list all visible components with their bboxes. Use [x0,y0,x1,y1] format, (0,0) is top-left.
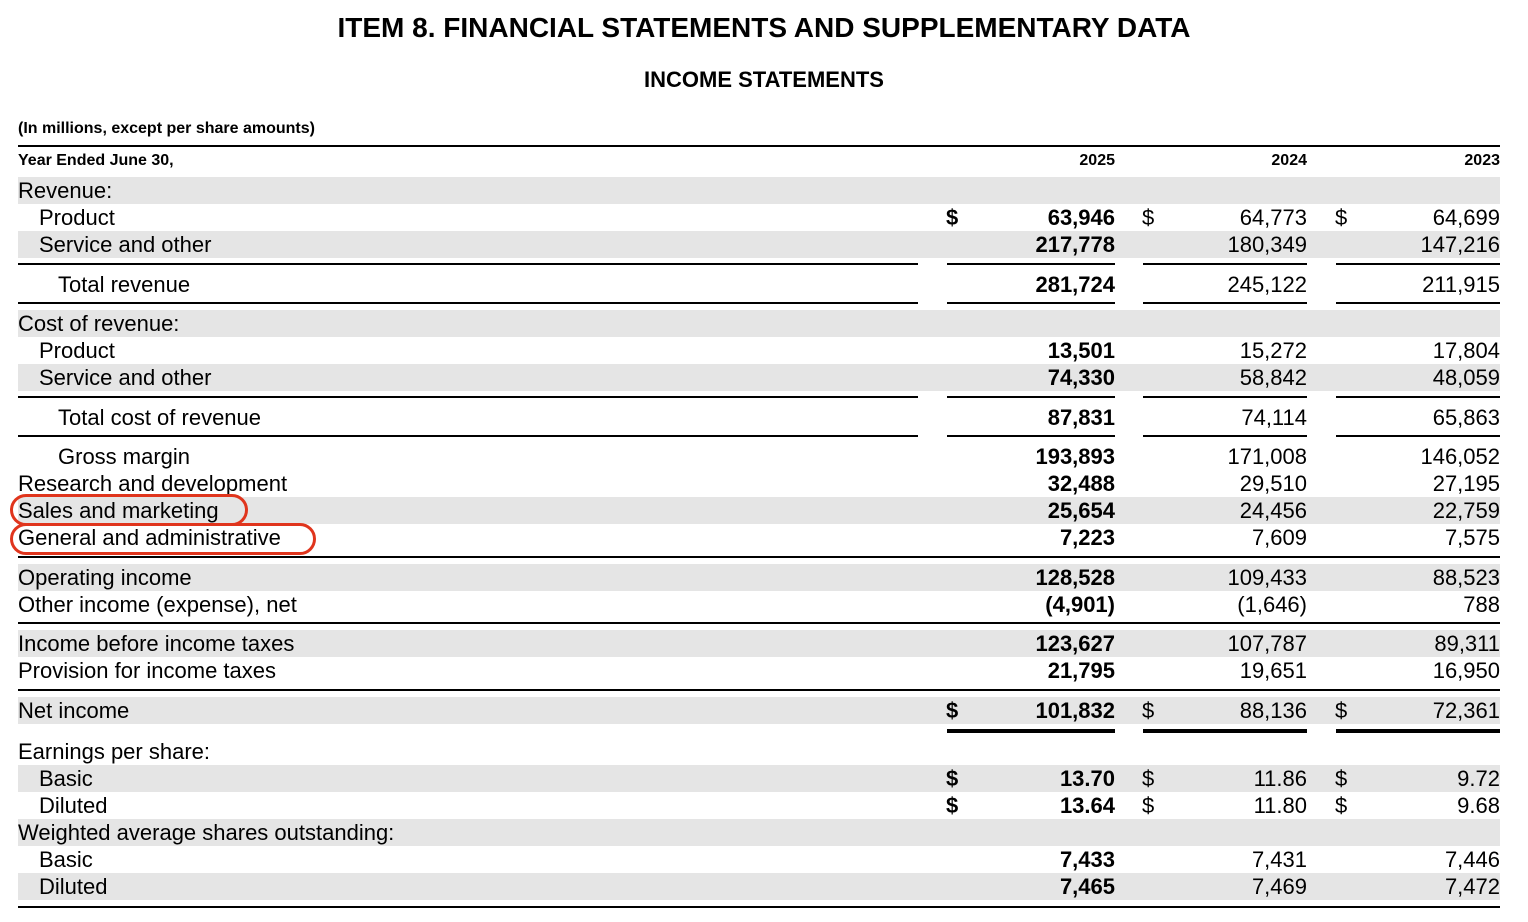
value-2025: 13.70 [1059,766,1115,791]
column-divider [947,435,1115,437]
table-row [18,819,1500,846]
value-2025: 21,795 [1047,658,1115,683]
column-divider [1336,396,1500,398]
value-2024: (1,646) [1237,592,1307,617]
table-row [18,177,1500,204]
currency-symbol: $ [946,698,959,723]
value-2025: 128,528 [1035,565,1115,590]
value-2024: 64,773 [1239,205,1307,230]
table-row [18,271,1500,298]
column-divider [947,302,1115,304]
value-2025: 87,831 [1047,405,1115,430]
value-2025: 25,654 [1047,498,1115,523]
value-2023: 146,052 [1420,444,1500,469]
row-label: Revenue: [18,178,113,203]
value-2025: 74,330 [1047,365,1115,390]
value-2025: 13.64 [1059,793,1115,818]
income-statement-table [18,0,1500,922]
column-divider [1143,302,1307,304]
year-2024-header: 2024 [1271,152,1307,169]
table-row [18,231,1500,258]
table-row [18,765,1500,792]
row-label: Basic [39,766,93,791]
table-row [18,337,1500,364]
value-2023: 16,950 [1432,658,1500,683]
currency-symbol: $ [1335,698,1348,723]
value-2023: 48,059 [1432,365,1500,390]
value-2024: 74,114 [1241,405,1307,430]
value-2023: 7,575 [1444,525,1500,550]
row-label: Sales and marketing [18,498,219,523]
currency-symbol: $ [1335,793,1348,818]
value-2023: 27,195 [1432,471,1500,496]
section-divider [18,556,1500,558]
label-divider [18,396,918,398]
value-2023: 7,472 [1444,874,1500,899]
column-divider [1143,435,1307,437]
section-divider [18,689,1500,691]
value-2023: 65,863 [1432,405,1500,430]
value-2025: 7,433 [1059,847,1115,872]
year-ended-label: Year Ended June 30, [18,152,174,169]
table-row [18,204,1500,231]
table-row [18,564,1500,591]
table-row [18,310,1500,337]
label-divider [18,263,918,265]
row-label: Research and development [18,471,288,496]
value-2024: 11.86 [1253,766,1307,791]
value-2025: 217,778 [1035,232,1115,257]
year-2025-header: 2025 [1079,152,1115,169]
value-2025: 13,501 [1047,338,1115,363]
row-label: General and administrative [18,525,281,550]
value-2024: 171,008 [1227,444,1307,469]
label-divider [18,302,918,304]
row-label: Gross margin [58,444,191,469]
table-row [18,364,1500,391]
row-label: Diluted [39,874,108,899]
value-2025: 7,465 [1059,874,1115,899]
column-divider [1336,302,1500,304]
currency-symbol: $ [1142,205,1155,230]
row-label: Other income (expense), net [18,592,297,617]
table-row [18,470,1500,497]
section-divider [18,622,1500,624]
table-row [18,657,1500,684]
value-2023: 9.68 [1457,793,1500,818]
value-2023: 147,216 [1420,232,1500,257]
value-2023: 211,915 [1422,272,1500,297]
table-row [18,443,1500,470]
row-label: Product [39,338,115,363]
value-2025: 7,223 [1059,525,1115,550]
value-2023: 64,699 [1432,205,1500,230]
table-row [18,846,1500,873]
currency-symbol: $ [1142,698,1155,723]
value-2024: 7,431 [1251,847,1307,872]
value-2023: 17,804 [1432,338,1500,363]
currency-symbol: $ [1335,205,1348,230]
row-label: Net income [18,698,130,723]
row-label: Product [39,205,115,230]
value-2023: 9.72 [1457,766,1500,791]
table-row [18,630,1500,657]
value-2023: 89,311 [1434,631,1500,656]
value-2024: 7,609 [1251,525,1307,550]
value-2025: 123,627 [1035,631,1115,656]
column-divider [947,263,1115,265]
table-bottom-rule [18,906,1500,908]
table-row [18,738,1500,765]
value-2024: 107,787 [1227,631,1307,656]
row-label: Cost of revenue: [18,311,180,336]
value-2024: 88,136 [1239,698,1307,723]
table-row [18,792,1500,819]
table-row [18,697,1500,724]
highlight-circle-sales-and-marketing [10,494,248,526]
currency-symbol: $ [946,793,959,818]
value-2025: 281,724 [1035,272,1115,297]
value-2024: 19,651 [1239,658,1307,683]
value-2023: 788 [1463,592,1500,617]
value-2024: 245,122 [1227,272,1307,297]
row-label: Service and other [39,365,212,390]
table-row [18,404,1500,431]
row-label: Diluted [39,793,108,818]
column-divider [1336,263,1500,265]
value-2025: 63,946 [1047,205,1115,230]
page-title: ITEM 8. FINANCIAL STATEMENTS AND SUPPLEMENTARY DATA [337,12,1191,43]
row-label: Earnings per share: [18,739,210,764]
row-label: Basic [39,847,93,872]
value-2025: 32,488 [1047,471,1115,496]
label-divider [18,435,918,437]
currency-symbol: $ [1142,793,1155,818]
value-2024: 11.80 [1253,793,1307,818]
value-2024: 7,469 [1251,874,1307,899]
value-2024: 15,272 [1239,338,1307,363]
table-row [18,591,1500,618]
currency-symbol: $ [946,205,959,230]
table-row [18,873,1500,900]
row-label: Operating income [18,565,192,590]
double-underline [947,729,1115,733]
value-2025: 193,893 [1035,444,1115,469]
value-2025: 101,832 [1035,698,1115,723]
value-2024: 180,349 [1227,232,1307,257]
row-label: Service and other [39,232,212,257]
statement-title: INCOME STATEMENTS [644,67,884,92]
double-underline [1143,729,1307,733]
currency-symbol: $ [1142,766,1155,791]
row-label: Weighted average shares outstanding: [18,820,395,845]
currency-symbol: $ [1335,766,1348,791]
row-label: Total revenue [58,272,191,297]
value-2024: 24,456 [1239,498,1307,523]
value-2024: 109,433 [1227,565,1307,590]
value-2023: 7,446 [1444,847,1500,872]
value-2023: 88,523 [1432,565,1500,590]
double-underline [1336,729,1500,733]
value-2024: 29,510 [1239,471,1307,496]
column-divider [1143,263,1307,265]
highlight-circle-general-and-administrative [10,523,316,555]
year-2023-header: 2023 [1464,152,1500,169]
currency-symbol: $ [946,766,959,791]
value-2024: 58,842 [1239,365,1307,390]
column-divider [1143,396,1307,398]
value-2023: 22,759 [1432,498,1500,523]
column-divider [947,396,1115,398]
value-2023: 72,361 [1432,698,1500,723]
units-note: (In millions, except per share amounts) [18,120,315,137]
row-label: Income before income taxes [18,631,295,656]
row-label: Provision for income taxes [18,658,276,683]
value-2025: (4,901) [1045,592,1115,617]
row-label: Total cost of revenue [58,405,262,430]
column-divider [1336,435,1500,437]
